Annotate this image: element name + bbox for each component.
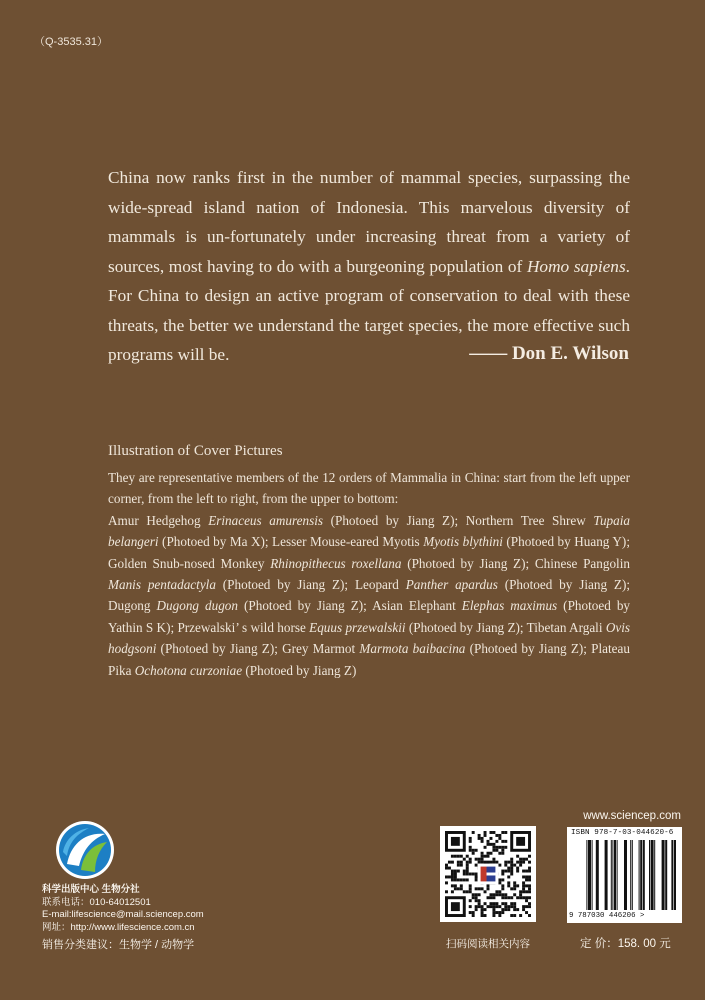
- photo-credit: (Photoed by Jiang Z);: [405, 619, 527, 635]
- illustration-intro: They are representative members of the 12 orders of Mammalia in China: start from the left upper corner, from the left to right, from the upper to bottom:: [108, 470, 630, 507]
- quote-italic: Homo sapiens: [526, 256, 626, 276]
- species-common-name: Asian Elephant: [372, 598, 462, 614]
- species-latin-name: Manis pentadactyla: [108, 577, 216, 593]
- species-latin-name: Erinaceus amurensis: [208, 512, 323, 528]
- qr-label: 扫码阅读相关内容: [446, 938, 530, 950]
- endorsement-quote: [108, 163, 630, 370]
- species-common-name: Przewalski’ s wild horse: [177, 619, 310, 635]
- species-common-name: Leopard: [354, 577, 406, 593]
- species-common-name: Golden Snub-nosed Monkey: [108, 555, 271, 571]
- species-common-name: Dugong: [108, 598, 157, 614]
- species-latin-name: Ochotona curzoniae: [134, 662, 243, 678]
- photo-credit: (Photoed by Jiang Z);: [323, 512, 466, 528]
- price: 定 价：158. 00 元: [580, 938, 671, 950]
- photo-credit: (Photoed by Jiang Z);: [156, 641, 283, 657]
- photo-credit: (Photoed by Jiang Z);: [215, 577, 355, 593]
- species-latin-name: Tupaia belangeri: [108, 512, 631, 550]
- species-common-name: Tibetan Argali: [526, 619, 606, 635]
- photo-credit: (Photoed by Huang Y);: [502, 534, 630, 550]
- species-common-name: Northern Tree Shrew: [465, 512, 594, 528]
- illustration-body: [108, 467, 630, 681]
- publisher-site-url[interactable]: www.sciencep.com: [583, 810, 681, 822]
- species-latin-name: Rhinopithecus roxellana: [270, 555, 402, 571]
- photo-credit: (Photoed by Jiang Z);: [465, 641, 592, 657]
- publisher-info: [42, 884, 204, 934]
- qr-code[interactable]: [440, 826, 536, 922]
- species-common-name: Chinese Pangolin: [534, 555, 630, 571]
- species-latin-name: Elephas maximus: [461, 598, 558, 614]
- barcode-icon: [567, 827, 682, 923]
- illustration-title: Illustration of Cover Pictures: [108, 443, 283, 459]
- species-common-name: Amur Hedgehog: [108, 512, 209, 528]
- species-common-name: Lesser Mouse-eared Myotis: [272, 534, 424, 550]
- species-latin-name: Equus przewalskii: [309, 619, 406, 635]
- publisher-logo-icon: [55, 820, 115, 880]
- species-common-name: Grey Marmot: [282, 641, 360, 657]
- publisher-phone: 联系电话：010-64012501: [42, 896, 151, 908]
- publisher-email[interactable]: E-mail:lifescience@mail.sciencep.com: [42, 909, 204, 920]
- sales-category: 销售分类建议：生物学 / 动物学: [42, 939, 195, 951]
- species-latin-name: Ovis hodgsoni: [108, 619, 631, 657]
- photo-credit: (Photoed by Jiang Z);: [238, 598, 373, 614]
- species-list: [108, 513, 630, 678]
- species-latin-name: Dugong dugon: [156, 598, 238, 614]
- quote-text-2: . For China to design an active program of conservation to deal with these threats, the better we understand the target species, the more effective such programs will be.: [108, 256, 630, 364]
- quote-attribution: —— Don E. Wilson: [469, 343, 629, 364]
- qr-code-icon: [445, 831, 531, 917]
- species-latin-name: Marmota baibacina: [359, 641, 466, 657]
- publisher-website[interactable]: 网址：http://www.lifescience.com.cn: [42, 921, 195, 933]
- publisher-name: 科学出版中心 生物分社: [42, 884, 140, 895]
- photo-credit: (Photoed by Yathin S K);: [108, 598, 631, 635]
- isbn-barcode: [567, 827, 682, 923]
- photo-credit: (Photoed by Jiang Z);: [497, 577, 630, 593]
- photo-credit: (Photoed by Jiang Z);: [401, 555, 535, 571]
- photo-credit: (Photoed by Jiang Z): [242, 662, 357, 678]
- species-latin-name: Myotis blythini: [423, 534, 503, 550]
- species-latin-name: Panther apardus: [405, 577, 498, 593]
- isbn-digits: 9 787030 446206 >: [569, 912, 645, 920]
- isbn-number: ISBN 978-7-03-044620-6: [571, 829, 674, 837]
- photo-credit: (Photoed by Ma X);: [158, 534, 273, 550]
- catalog-code: （Q-3535.31）: [34, 36, 108, 48]
- species-common-name: Plateau Pika: [108, 641, 630, 678]
- quote-text-1: China now ranks first in the number of mammal species, surpassing the wide-spread island nation of Indonesia. This marvelous diversity of mammals is un-fortunately under increasing threat from a variety of sources, most having to do with a burgeoning population of: [108, 168, 630, 276]
